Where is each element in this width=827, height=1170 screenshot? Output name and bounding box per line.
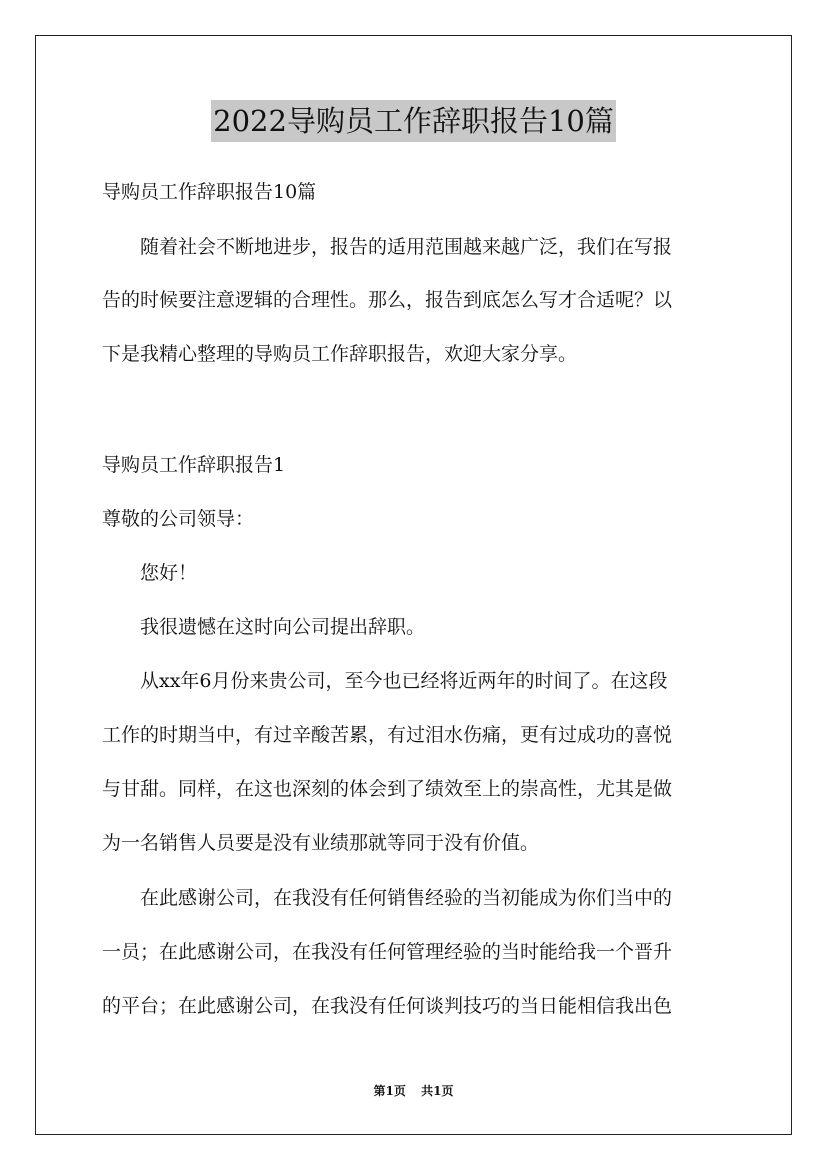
title-container	[0, 100, 827, 142]
paragraph-line: 一员；在此感谢公司，在我没有任何管理经验的当时能给我一个晋升	[102, 941, 673, 963]
page-total: 共1页	[421, 1084, 454, 1098]
paragraph-line: 随着社会不断地进步，报告的适用范围越来越广泛，我们在写报	[140, 236, 673, 258]
paragraph-line: 工作的时期当中，有过辛酸苦累，有过泪水伤痛，更有过成功的喜悦	[102, 724, 673, 746]
paragraph-line: 我很遗憾在这时向公司提出辞职。	[140, 616, 426, 638]
salutation-line: 尊敬的公司领导：	[102, 508, 255, 530]
page-number: 第1页	[373, 1084, 406, 1098]
paragraph-line: 从xx年6月份来贵公司，至今也已经将近两年的时间了。在这段	[140, 670, 668, 692]
paragraph-line: 的平台；在此感谢公司，在我没有任何谈判技巧的当日能相信我出色	[102, 995, 673, 1017]
paragraph-line: 为一名销售人员要是没有业绩那就等同于没有价值。	[102, 832, 540, 854]
paragraph-line: 在此感谢公司，在我没有任何销售经验的当初能成为你们当中的	[140, 887, 673, 909]
section-heading: 导购员工作辞职报告1	[102, 454, 286, 476]
paragraph-line: 告的时候要注意逻辑的合理性。那么，报告到底怎么写才合适呢？以	[102, 289, 673, 311]
paragraph-line: 下是我精心整理的导购员工作辞职报告，欢迎大家分享。	[102, 343, 578, 365]
greeting-line: 您好！	[140, 562, 198, 584]
document-title: 2022导购员工作辞职报告10篇	[211, 100, 616, 142]
page-footer	[0, 1083, 827, 1099]
subtitle-line: 导购员工作辞职报告10篇	[102, 181, 317, 203]
paragraph-line: 与甘甜。同样，在这也深刻的体会到了绩效至上的崇高性，尤其是做	[102, 778, 673, 800]
